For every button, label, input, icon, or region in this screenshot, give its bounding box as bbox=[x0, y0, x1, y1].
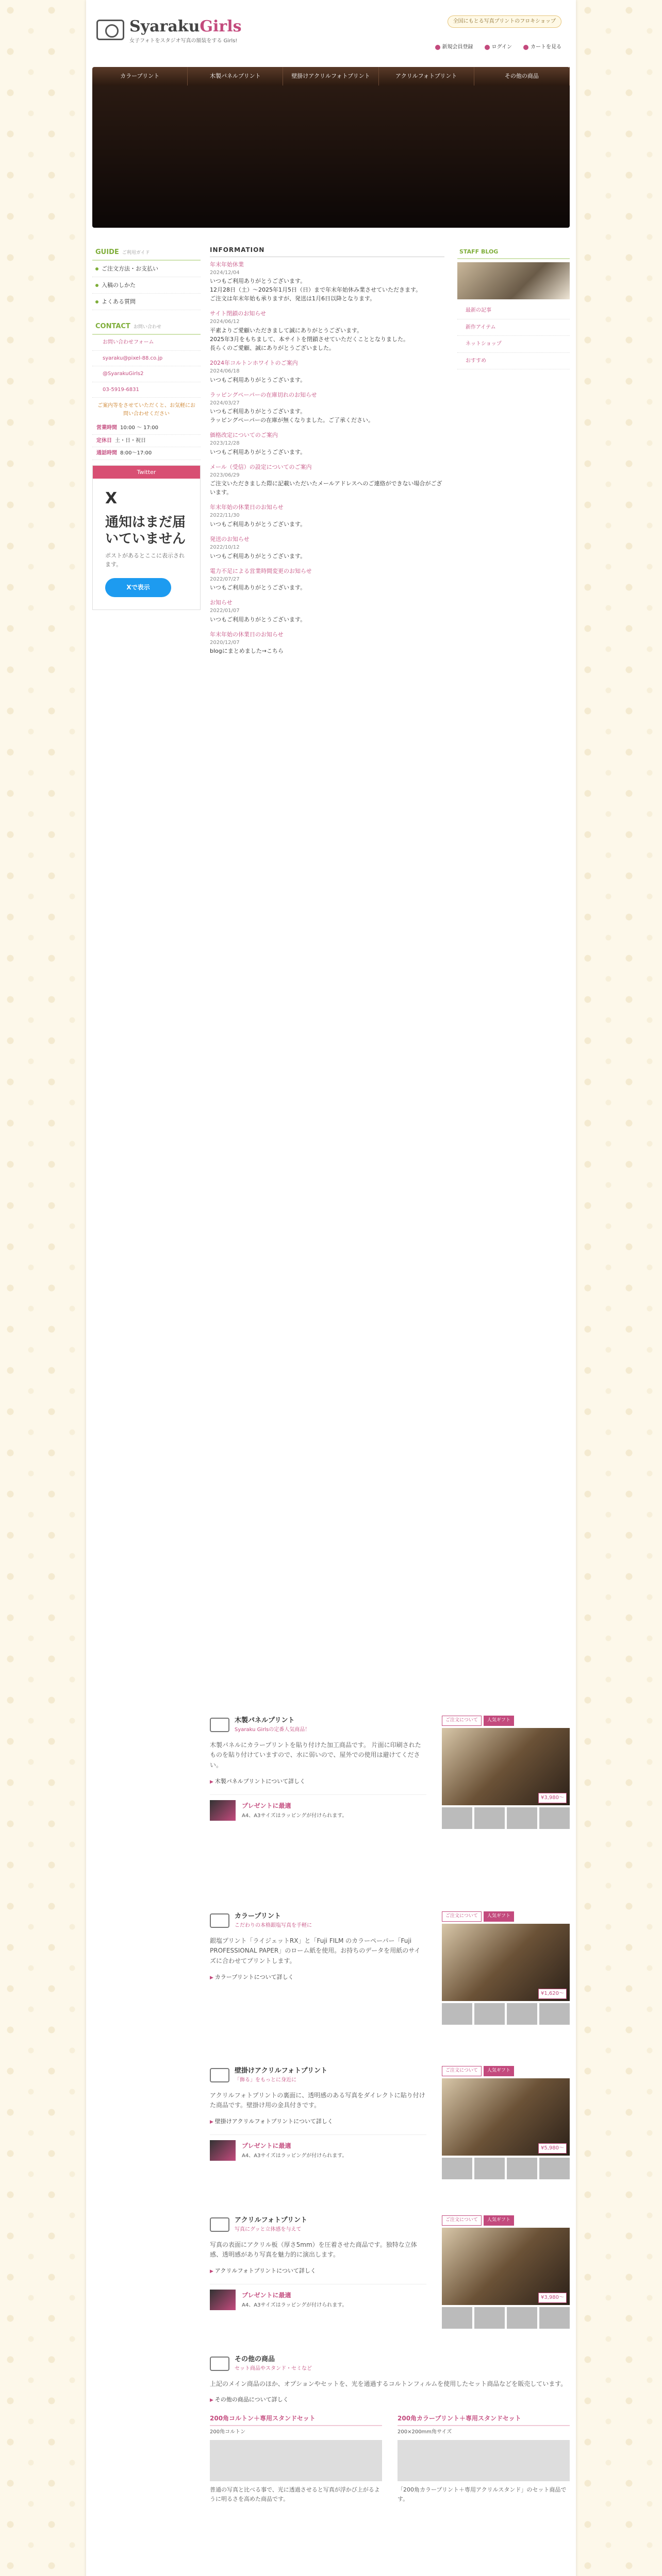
info-item bbox=[210, 503, 444, 529]
set-image[interactable] bbox=[398, 2440, 570, 2481]
camera-icon bbox=[210, 2357, 229, 2371]
logo[interactable] bbox=[96, 14, 242, 45]
contact-twitter[interactable]: @SyarakuGirls2 bbox=[92, 366, 201, 382]
product-title[interactable]: アクリルフォトプリント bbox=[235, 2216, 308, 2224]
info-title[interactable]: ラッピングペーパーの在庫切れのお知らせ bbox=[210, 391, 317, 398]
product-block bbox=[210, 1716, 570, 1821]
contact-email[interactable]: syaraku@pixel-88.co.jp bbox=[92, 351, 201, 367]
product-subtitle: 写真にグッと立体感を与えて bbox=[235, 2227, 302, 2233]
thumbnail[interactable] bbox=[539, 2158, 570, 2179]
set-sub: 200×200mm角サイズ bbox=[398, 2429, 452, 2435]
product-title[interactable]: 木製パネルプリント bbox=[235, 1717, 295, 1724]
info-item bbox=[210, 630, 444, 656]
info-item bbox=[210, 463, 444, 497]
product-detail-link[interactable]: ▶ アクリルフォトプリントについて詳しく bbox=[210, 2266, 570, 2276]
info-body: いつもご利用ありがとうございます。 bbox=[210, 552, 306, 560]
info-title[interactable]: 2024年コルトンホワイトのご案内 bbox=[210, 359, 298, 366]
twitter-empty-desc: ポストがあるとここに表示されます。 bbox=[105, 552, 185, 568]
nav-color-print[interactable]: カラープリント bbox=[92, 67, 188, 86]
thumbnail[interactable] bbox=[442, 2003, 472, 2025]
set-desc: 普通の写真と比べる事で、光に透過させると写真が浮かび上がるように明るさを高めた商品です。 bbox=[210, 2486, 380, 2503]
price-badge: ¥1,620～ bbox=[538, 1989, 567, 1999]
info-item bbox=[210, 309, 444, 352]
business-hours: 営業時間 10:00 ～ 17:00 定休日 土・日・祝日 通話時間 8:00～17:00 bbox=[92, 422, 201, 460]
gift-icon bbox=[210, 2290, 236, 2310]
info-item bbox=[210, 391, 444, 425]
info-date: 2024/06/18 bbox=[210, 368, 240, 375]
blog-item-shop[interactable]: ネットショップ bbox=[457, 336, 570, 353]
top-tag: 全国にもとる写真プリントのフロキショップ bbox=[448, 15, 561, 28]
camera-icon bbox=[210, 2068, 229, 2082]
gift-tag[interactable]: 人気ギフト bbox=[484, 1911, 514, 1922]
info-date: 2024/12/04 bbox=[210, 269, 240, 276]
tagline: 女子フォトをスタジオ写真の額装をする Girls! bbox=[129, 38, 238, 44]
product-subtitle: こだわりの本格銀塩写真を手軽に bbox=[235, 1923, 312, 1929]
set-desc: 「200角カラープリント＋専用アクリルスタンド」のセット商品です。 bbox=[398, 2486, 567, 2503]
twitter-widget bbox=[92, 465, 201, 610]
set-colton bbox=[210, 2414, 382, 2503]
camera-icon bbox=[210, 1913, 229, 1928]
user-icon bbox=[435, 45, 440, 50]
information-heading: INFORMATION bbox=[210, 245, 444, 257]
product-desc: アクリルフォトプリントの裏面に、透明感のある写真をダイレクトに貼り付けた商品です。壁掛け用の金具付きです。 bbox=[210, 2091, 425, 2109]
info-date: 2020/12/07 bbox=[210, 639, 240, 646]
price-badge: ¥3,980～ bbox=[538, 2293, 567, 2303]
thumbnail[interactable] bbox=[474, 2158, 505, 2179]
info-title[interactable]: お知らせ bbox=[210, 599, 233, 606]
info-item bbox=[210, 431, 444, 456]
blog-item-latest[interactable]: 最新の記事 bbox=[457, 302, 570, 319]
twitter-empty-title: 通知はまだ届いていません bbox=[105, 515, 186, 547]
guide-heading: GUIDE ご利用ガイド bbox=[92, 245, 201, 261]
info-body: いつもご利用ありがとうございます。 bbox=[210, 376, 306, 383]
info-date: 2022/01/07 bbox=[210, 608, 240, 614]
nav-wall-acrylic[interactable]: 壁掛けアクリルフォトプリント bbox=[283, 67, 378, 86]
thumbnail[interactable] bbox=[442, 2307, 472, 2329]
brand-name: Syaraku bbox=[129, 18, 200, 36]
product-block bbox=[210, 1911, 570, 1996]
blog-item-recommend[interactable]: おすすめ bbox=[457, 353, 570, 370]
nav-others[interactable]: その他の商品 bbox=[474, 67, 570, 86]
order-tag[interactable]: ご注文について bbox=[442, 2066, 482, 2076]
present-box bbox=[210, 1794, 426, 1821]
other-desc: 上記のメイン商品のほか、オプションやセットを、光を通過するコルトンフィルムを使用したセット商品などを販売しています。 bbox=[210, 2380, 567, 2387]
blog-item-new[interactable]: 新作アイテム bbox=[457, 319, 570, 336]
present-box bbox=[210, 2134, 426, 2161]
info-title[interactable]: 年末年始の休業日のお知らせ bbox=[210, 504, 284, 511]
set-image[interactable] bbox=[210, 2440, 382, 2481]
info-body: いつもご利用ありがとうございます。 bbox=[210, 616, 306, 623]
brand-accent: Girls bbox=[200, 18, 242, 36]
product-images bbox=[442, 1911, 570, 2025]
info-item bbox=[210, 567, 444, 592]
thumbnail[interactable] bbox=[539, 2003, 570, 2025]
nav-wood-panel[interactable]: 木製パネルプリント bbox=[188, 67, 283, 86]
contact-phone[interactable]: 03-5919-6831 bbox=[92, 382, 201, 398]
product-images bbox=[442, 2066, 570, 2179]
product-detail-link[interactable]: ▶ カラープリントについて詳しく bbox=[210, 1973, 570, 1982]
product-block bbox=[210, 2066, 570, 2161]
guide-item-faq[interactable]: よくある質問 bbox=[92, 294, 201, 310]
set-color-print bbox=[398, 2414, 570, 2503]
info-body: いつもご利用ありがとうございます。 ラッピングペーパーの在庫が無くなりました。ご了承ください。 bbox=[210, 408, 374, 424]
set-sub: 200角コルトン bbox=[210, 2429, 246, 2435]
info-title[interactable]: 年末年始休業 bbox=[210, 261, 244, 268]
info-item bbox=[210, 260, 444, 303]
gift-icon bbox=[210, 2140, 236, 2161]
gift-icon bbox=[210, 1800, 236, 1821]
info-title[interactable]: 発送のお知らせ bbox=[210, 536, 250, 543]
present-sub: A4、A3サイズはラッピングが付けられます。 bbox=[242, 2302, 347, 2308]
info-body: いつもご利用ありがとうございます。 bbox=[210, 520, 306, 528]
product-desc: 木製パネルにカラープリントを貼り付けた加工商品です。 片面に印刷されたものを貼り付けていますので、水に弱いので、屋外での使用は避けてください。 bbox=[210, 1741, 421, 1769]
info-date: 2024/03/27 bbox=[210, 400, 240, 406]
gift-tag[interactable]: 人気ギフト bbox=[484, 2215, 514, 2226]
view-on-x-button[interactable]: Xで表示 bbox=[105, 578, 171, 597]
order-tag[interactable]: ご注文について bbox=[442, 1716, 482, 1726]
hero-banner bbox=[92, 86, 570, 228]
order-tag[interactable]: ご注文について bbox=[442, 1911, 482, 1922]
camera-icon bbox=[210, 2217, 229, 2232]
login-link[interactable]: ログイン bbox=[485, 43, 512, 52]
product-detail-link[interactable]: ▶ 木製パネルプリントについて詳しく bbox=[210, 1777, 570, 1786]
set-products bbox=[210, 2414, 570, 2503]
other-products bbox=[210, 2354, 570, 2504]
info-title[interactable]: 価格改定についてのご案内 bbox=[210, 432, 278, 439]
info-item bbox=[210, 359, 444, 384]
present-title: プレゼントに最適 bbox=[242, 1802, 291, 1809]
info-body: いつもご利用ありがとうございます。 bbox=[210, 448, 306, 455]
present-title: プレゼントに最適 bbox=[242, 2292, 291, 2299]
contact-list bbox=[92, 335, 201, 398]
login-icon bbox=[485, 45, 490, 50]
cart-link[interactable]: カートを見る bbox=[523, 43, 561, 52]
product-images bbox=[442, 1716, 570, 1829]
info-body: いつもご利用ありがとうございます。 bbox=[210, 584, 306, 591]
thumbnail[interactable] bbox=[507, 2003, 537, 2025]
twitter-bar: Twitter bbox=[93, 466, 200, 479]
thumbnail[interactable] bbox=[474, 2307, 505, 2329]
thumbnail[interactable] bbox=[539, 1807, 570, 1829]
page bbox=[86, 0, 576, 2576]
information-section bbox=[210, 245, 444, 662]
other-subtitle: セット商品やスタンド・セミなど bbox=[235, 2366, 312, 2372]
header-links bbox=[435, 43, 562, 52]
info-date: 2022/07/27 bbox=[210, 576, 240, 582]
guide-list bbox=[92, 261, 201, 310]
info-item bbox=[210, 598, 444, 624]
camera-icon bbox=[210, 1718, 229, 1732]
info-body: いつもご利用ありがとうございます。 12月28日（土）～2025年1月5日（日）まで年末年始休み業させていただきます。 ご注文は年末年始も承りますが、発送は1月6日以降となります。 bbox=[210, 278, 422, 302]
x-logo-icon: X bbox=[105, 489, 118, 507]
product-subtitle: 「飾る」をもっとに身近に bbox=[235, 2077, 296, 2083]
order-tag[interactable]: ご注文について bbox=[442, 2215, 482, 2226]
staff-blog-heading: STAFF BLOG bbox=[457, 245, 570, 259]
contact-form-link[interactable]: お問い合わせフォーム bbox=[92, 335, 201, 351]
info-item bbox=[210, 535, 444, 561]
thumbnail[interactable] bbox=[539, 2307, 570, 2329]
contact-note: ご案内等をさせていただくと、お気軽にお問い合わせください bbox=[97, 403, 195, 417]
gift-tag[interactable]: 人気ギフト bbox=[484, 1716, 514, 1726]
guide-item-upload[interactable]: 入稿のしかた bbox=[92, 277, 201, 294]
thumbnail[interactable] bbox=[474, 2003, 505, 2025]
info-body: 平素よりご愛顧いただきまして誠にありがとうございます。 2025年3月をもちまして、本サイトを閉鎖させていただくこととなりました。 長らくのご愛顧、誠にありがとうございました。 bbox=[210, 327, 409, 351]
product-subtitle: Syaraku Girlsの定番人気商品！ bbox=[235, 1727, 310, 1733]
set-title[interactable]: 200角コルトン＋専用スタンドセット bbox=[210, 2414, 382, 2426]
contact-heading: CONTACT お問い合わせ bbox=[92, 319, 201, 335]
product-title[interactable]: 壁掛けアクリルフォトプリント bbox=[235, 2067, 328, 2075]
info-title[interactable]: 電力不足による営業時間変更のお知らせ bbox=[210, 567, 312, 574]
present-sub: A4、A3サイズはラッピングが付けられます。 bbox=[242, 2153, 347, 2159]
present-box bbox=[210, 2284, 426, 2310]
price-badge: ¥5,980～ bbox=[538, 2143, 567, 2154]
gift-tag[interactable]: 人気ギフト bbox=[484, 2066, 514, 2076]
staff-blog-photo[interactable] bbox=[457, 262, 570, 299]
info-body: blogにまとめました→こちら bbox=[210, 648, 284, 655]
set-title[interactable]: 200角カラープリント＋専用スタンドセット bbox=[398, 2414, 570, 2426]
product-detail-link[interactable]: ▶ 壁掛けアクリルフォトプリントについて詳しく bbox=[210, 2117, 570, 2126]
nav-acrylic[interactable]: アクリルフォトプリント bbox=[379, 67, 474, 86]
thumbnail[interactable] bbox=[507, 2158, 537, 2179]
guide-item-order[interactable]: ご注文方法・お支払い bbox=[92, 261, 201, 277]
other-link[interactable]: ▶ その他の商品について詳しく bbox=[210, 2395, 570, 2404]
info-list bbox=[210, 260, 444, 656]
register-link[interactable]: 新規会員登録 bbox=[435, 43, 473, 52]
product-images bbox=[442, 2215, 570, 2329]
info-date: 2024/06/12 bbox=[210, 319, 240, 325]
info-date: 2022/10/12 bbox=[210, 545, 240, 551]
left-sidebar bbox=[92, 245, 201, 610]
thumbnail[interactable] bbox=[507, 2307, 537, 2329]
price-badge: ¥3,980～ bbox=[538, 1793, 567, 1803]
info-date: 2022/11/30 bbox=[210, 513, 240, 519]
camera-icon bbox=[96, 20, 124, 40]
info-title[interactable]: メール（受信）の設定についてのご案内 bbox=[210, 463, 312, 470]
product-desc: 写真の表面にアクリル板（厚さ5mm）を圧着させた商品です。独特な立体感、透明感があり写真を魅力的に演出します。 bbox=[210, 2241, 417, 2259]
info-title[interactable]: サイト閉鎖のお知らせ bbox=[210, 310, 266, 317]
right-sidebar bbox=[457, 245, 570, 369]
info-body: ご注文いただきました際に記載いただいたメールアドレスへのご連絡ができない場合がございます。 bbox=[210, 480, 442, 496]
product-title[interactable]: カラープリント bbox=[235, 1912, 281, 1920]
thumbnail[interactable] bbox=[442, 2158, 472, 2179]
present-title: プレゼントに最適 bbox=[242, 2142, 291, 2150]
present-sub: A4、A3サイズはラッピングが付けられます。 bbox=[242, 1812, 347, 1819]
main-nav bbox=[92, 67, 570, 86]
thumbnail[interactable] bbox=[507, 1807, 537, 1829]
thumbnail[interactable] bbox=[442, 1807, 472, 1829]
info-title[interactable]: 年末年始の休業日のお知らせ bbox=[210, 631, 284, 638]
other-title: その他の商品 bbox=[235, 2355, 275, 2363]
product-block bbox=[210, 2215, 570, 2310]
info-date: 2023/12/28 bbox=[210, 440, 240, 447]
product-desc: 銀塩プリント「ライジェットRX」と「Fuji FILM のカラーペーパー「Fuji PROFESSIONAL PAPER」のローム紙を使用。お持ちのデータを用紙のサイズに合わせてプリントします。 bbox=[210, 1937, 421, 1965]
thumbnail[interactable] bbox=[474, 1807, 505, 1829]
cart-icon bbox=[523, 45, 528, 50]
info-date: 2023/06/29 bbox=[210, 472, 240, 478]
